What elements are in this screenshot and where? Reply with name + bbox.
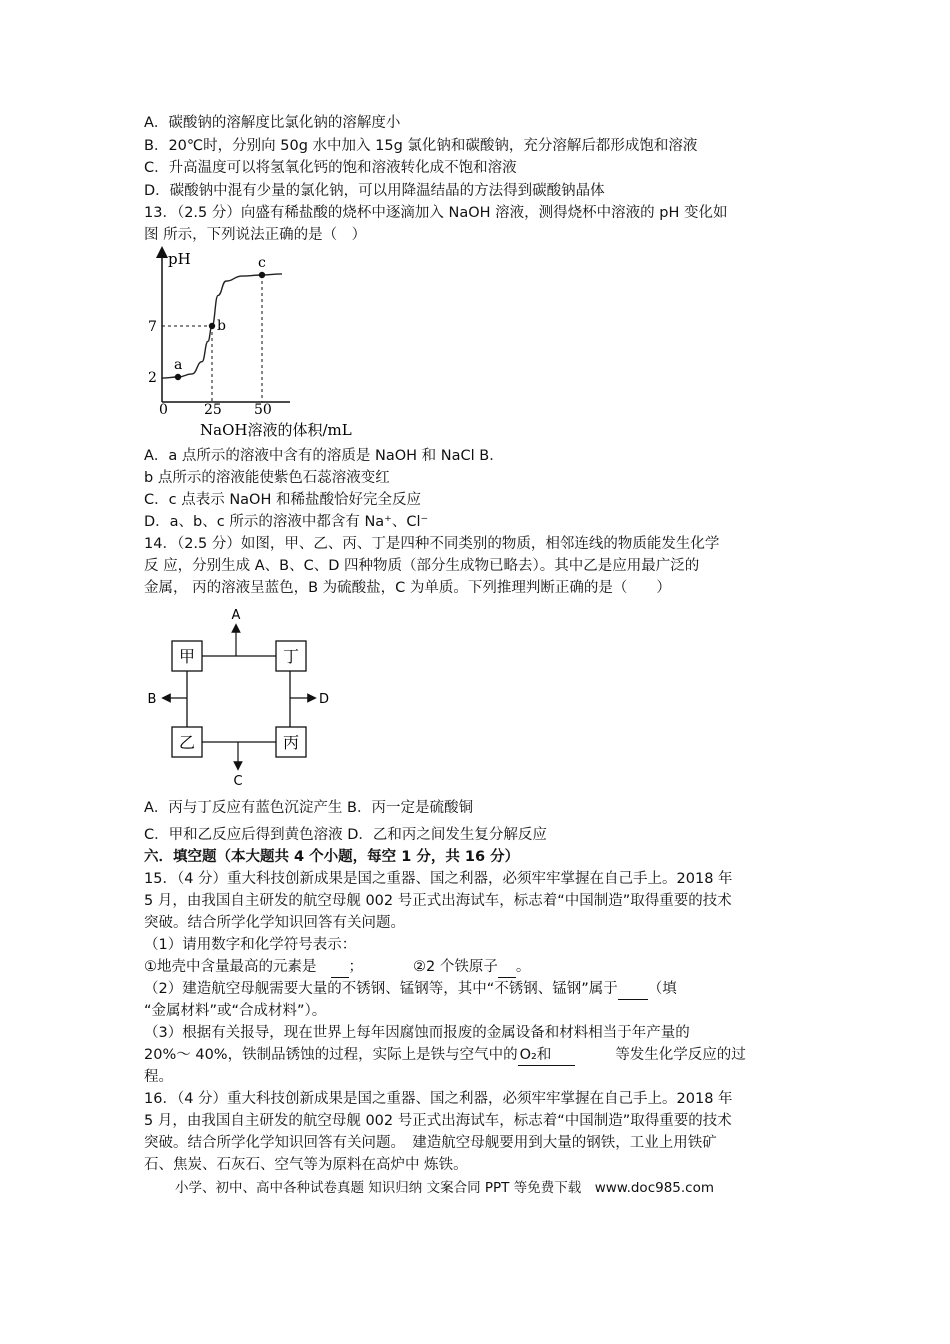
label-yi: 乙	[178, 733, 196, 752]
q15-line7: “金属材料”或“合成材料”）。	[144, 1003, 327, 1019]
q14-options-line1: A．丙与丁反应有蓝色沉淀产生 B．丙一定是硫酸铜	[144, 800, 473, 816]
q13-option-b: b 点所示的溶液能使紫色石蕊溶液变红	[144, 470, 390, 486]
q15-line6	[144, 979, 677, 1000]
q15-semicolon: ；	[348, 959, 363, 975]
x-tick-50: 50	[254, 402, 272, 418]
q15-line5	[144, 957, 530, 978]
q15-blank1-prompt: ①地壳中含量最高的元素是	[144, 959, 317, 975]
q16-line4: 石、焦炭、石灰石、空气等为原料在高炉中 炼铁。	[144, 1157, 468, 1173]
product-b: B	[147, 692, 157, 707]
product-a: A	[231, 608, 241, 623]
q15-rust-prompt: 20%～ 40%，铁制品锈蚀的过程，实际上是铁与空气中的	[144, 1047, 518, 1063]
product-c: C	[233, 774, 243, 789]
q16-line2: 5 月，由我国自主研发的航空母舰 002 号正式出海试车，标志着“中国制造”取得重要的技术	[144, 1113, 732, 1129]
label-ding: 丁	[282, 647, 300, 666]
answer-blank-1[interactable]	[331, 957, 349, 978]
q16-line1: 16．（4 分）重大科技创新成果是国之重器、国之利器，必须牢牢掌握在自己手上。2018 年	[144, 1091, 733, 1107]
section-heading: 六．填空题（本大题共 4 个小题，每空 1 分，共 16 分）	[144, 849, 520, 865]
answer-o2: O₂	[519, 1047, 537, 1063]
q13-stem-line1: 13．（2.5 分）向盛有稀盐酸的烧杯中逐滴加入 NaOH 溶液，测得烧杯中溶液的 pH 变化如	[144, 205, 728, 221]
x-tick-25: 25	[204, 402, 222, 418]
q12-option-d: D．碳酸钠中混有少量的氯化钠，可以用降温结晶的方法得到碳酸钠晶体	[144, 183, 605, 199]
q15-period: 。	[515, 959, 531, 975]
q12-option-c: C．升高温度可以将氢氧化钙的饱和溶液转化成不饱和溶液	[144, 160, 517, 176]
answer-blank-4[interactable]	[518, 1045, 576, 1066]
product-d: D	[318, 692, 330, 707]
q15-material-prompt: （2）建造航空母舰需要大量的不锈钢、锰钢等，其中“不锈钢、锰钢”属于	[144, 981, 618, 997]
q15-line9	[144, 1045, 746, 1066]
point-a	[175, 374, 181, 380]
ph-chart	[140, 246, 380, 446]
y-tick-7: 7	[148, 319, 157, 335]
point-label-c: c	[258, 255, 266, 271]
q15-line3: 突破。结合所学化学知识回答有关问题。	[144, 915, 405, 931]
answer-blank-2[interactable]	[498, 957, 516, 978]
q13-option-d: D．a、b、c 所示的溶液中都含有 Na⁺、Cl⁻	[144, 514, 429, 530]
q12-option-b: B．20℃时，分别向 50g 水中加入 15g 氯化钠和碳酸钠，充分溶解后都形成饱和溶液	[144, 138, 698, 154]
reaction-diagram	[140, 600, 350, 795]
q15-line10: 程。	[144, 1069, 173, 1085]
point-label-b: b	[217, 318, 226, 334]
label-jia: 甲	[178, 647, 196, 666]
y-tick-2: 2	[148, 370, 157, 386]
q15-fill-hint: （填	[647, 981, 677, 997]
q15-rust-suffix: 等发生化学反应的过	[615, 1047, 746, 1063]
q15-line1: 15．（4 分）重大科技创新成果是国之重器、国之利器，必须牢牢掌握在自己手上。2018 年	[144, 871, 733, 887]
q13-option-a: A．a 点所示的溶液中含有的溶质是 NaOH 和 NaCl B．	[144, 448, 504, 464]
q12-option-a: A．碳酸钠的溶解度比氯化钠的溶解度小	[144, 115, 401, 131]
q14-stem-line3: 金属， 丙的溶液呈蓝色，B 为硫酸盐，C 为单质。下列推理判断正确的是（ ）	[144, 580, 671, 596]
q14-stem-line2: 反 应，分别生成 A、B、C、D 四种物质（部分生成物已略去）。其中乙是应用最广泛的	[144, 558, 700, 574]
q13-option-c: C．c 点表示 NaOH 和稀盐酸恰好完全反应	[144, 492, 421, 508]
q13-stem-line2: 图 所示，下列说法正确的是（ ）	[144, 227, 367, 243]
x-axis-label: NaOH溶液的体积/mL	[200, 421, 352, 439]
q15-blank2-prompt: ②2 个铁原子	[413, 959, 498, 975]
q15-line4: （1）请用数字和化学符号表示：	[144, 937, 357, 953]
x-tick-0: 0	[159, 402, 168, 418]
q15-line8: （3）根据有关报导，现在世界上每年因腐蚀而报废的金属设备和材料相当于年产量的	[144, 1025, 690, 1041]
label-bing: 丙	[282, 733, 300, 752]
q14-stem-line1: 14．（2.5 分）如图，甲、乙、丙、丁是四种不同类别的物质，相邻连线的物质能发生化学	[144, 536, 720, 552]
answer-blank-3[interactable]	[618, 979, 648, 1000]
q14-options-line2: C．甲和乙反应后得到黄色溶液 D．乙和丙之间发生复分解反应	[144, 827, 547, 843]
q16-line3: 突破。结合所学化学知识回答有关问题。 建造航空母舰要用到大量的钢铁，工业上用铁矿	[144, 1135, 717, 1151]
q15-line2: 5 月，由我国自主研发的航空母舰 002 号正式出海试车，标志着“中国制造”取得重要的技术	[144, 893, 732, 909]
y-axis-label: pH	[168, 250, 191, 268]
q15-and: 和	[536, 1047, 552, 1063]
point-label-a: a	[174, 357, 183, 373]
footer-watermark: 小学、初中、高中各种试卷真题 知识归纳 文案合同 PPT 等免费下载 www.doc985.com	[175, 1180, 715, 1196]
